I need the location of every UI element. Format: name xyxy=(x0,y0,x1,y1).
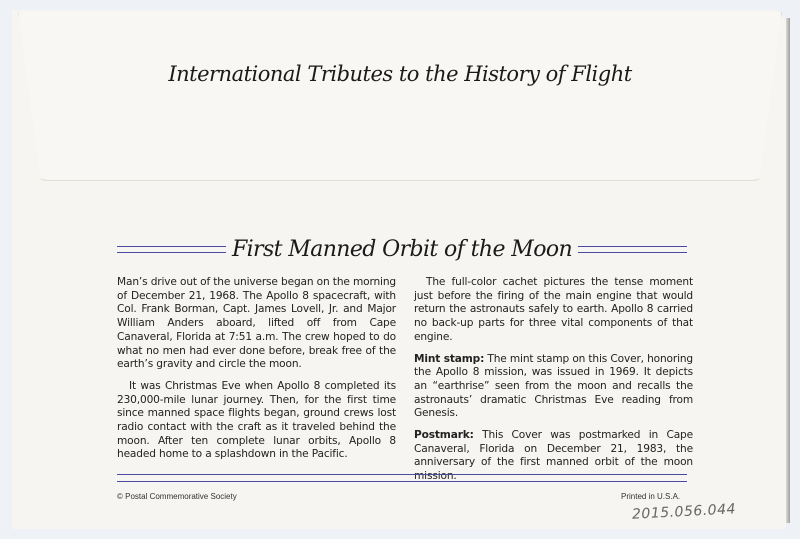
left-column xyxy=(117,276,396,492)
paragraph-mint-stamp xyxy=(414,353,693,422)
heading-rule-right xyxy=(578,246,687,253)
paragraph-cachet: The full-color cachet pictures the tense moment just before the firing of the main engine that would return the astronauts safely to earth. Apollo 8 carried no back-up parts for three vital components of that engine. xyxy=(414,276,693,343)
section-heading xyxy=(117,237,687,262)
copyright-text: © Postal Commemorative Society xyxy=(117,492,237,501)
mint-stamp-label: Mint stamp: xyxy=(414,352,485,365)
paragraph-christmas-eve: It was Christmas Eve when Apollo 8 completed its 230,000-mile lunar journey. Then, for the first time since manned space flights began, ground crews lost radio contact with the craft as it traveled behind the moon. After ten complete lunar orbits, Apollo 8 headed home to a splashdown in the Pacific. xyxy=(117,379,396,461)
envelope-edge-shadow xyxy=(786,18,790,523)
section-title: First Manned Orbit of the Moon xyxy=(231,237,573,262)
right-column xyxy=(414,276,693,492)
series-title: International Tributes to the History of Flight xyxy=(168,62,632,86)
mint-stamp-text: The mint stamp on this Cover, honoring the Apollo 8 mission, was issued in 1969. It depicts an “earthrise” seen from the moon and recalls the astronauts’ dramatic Christmas Eve reading from Genesis. xyxy=(414,352,694,420)
body-columns xyxy=(117,276,693,492)
heading-rule-left xyxy=(117,246,226,253)
postmark-label: Postmark: xyxy=(414,429,474,442)
footer-rule xyxy=(117,474,687,482)
printed-in-text: Printed in U.S.A. xyxy=(621,492,681,501)
envelope-flap xyxy=(18,12,782,181)
handwritten-accession-number: 2015.056.044 xyxy=(631,501,737,523)
paragraph-launch: Man’s drive out of the universe began on the morning of December 21, 1968. The Apollo 8 spacecraft, with Col. Frank Borman, Capt. James Lovell, Jr. and Major William Anders aboard, lifted off from Cape Canaveral, Florida at 7:51 a.m. The crew hoped to do what no men had ever done before, break free of the earth’s gravity and circle the moon. xyxy=(117,276,396,371)
postmark-text: This Cover was postmarked in Cape Canaveral, Florida on December 21, 1983, the anniversary of the first manned orbit of the moon mission. xyxy=(414,429,693,483)
